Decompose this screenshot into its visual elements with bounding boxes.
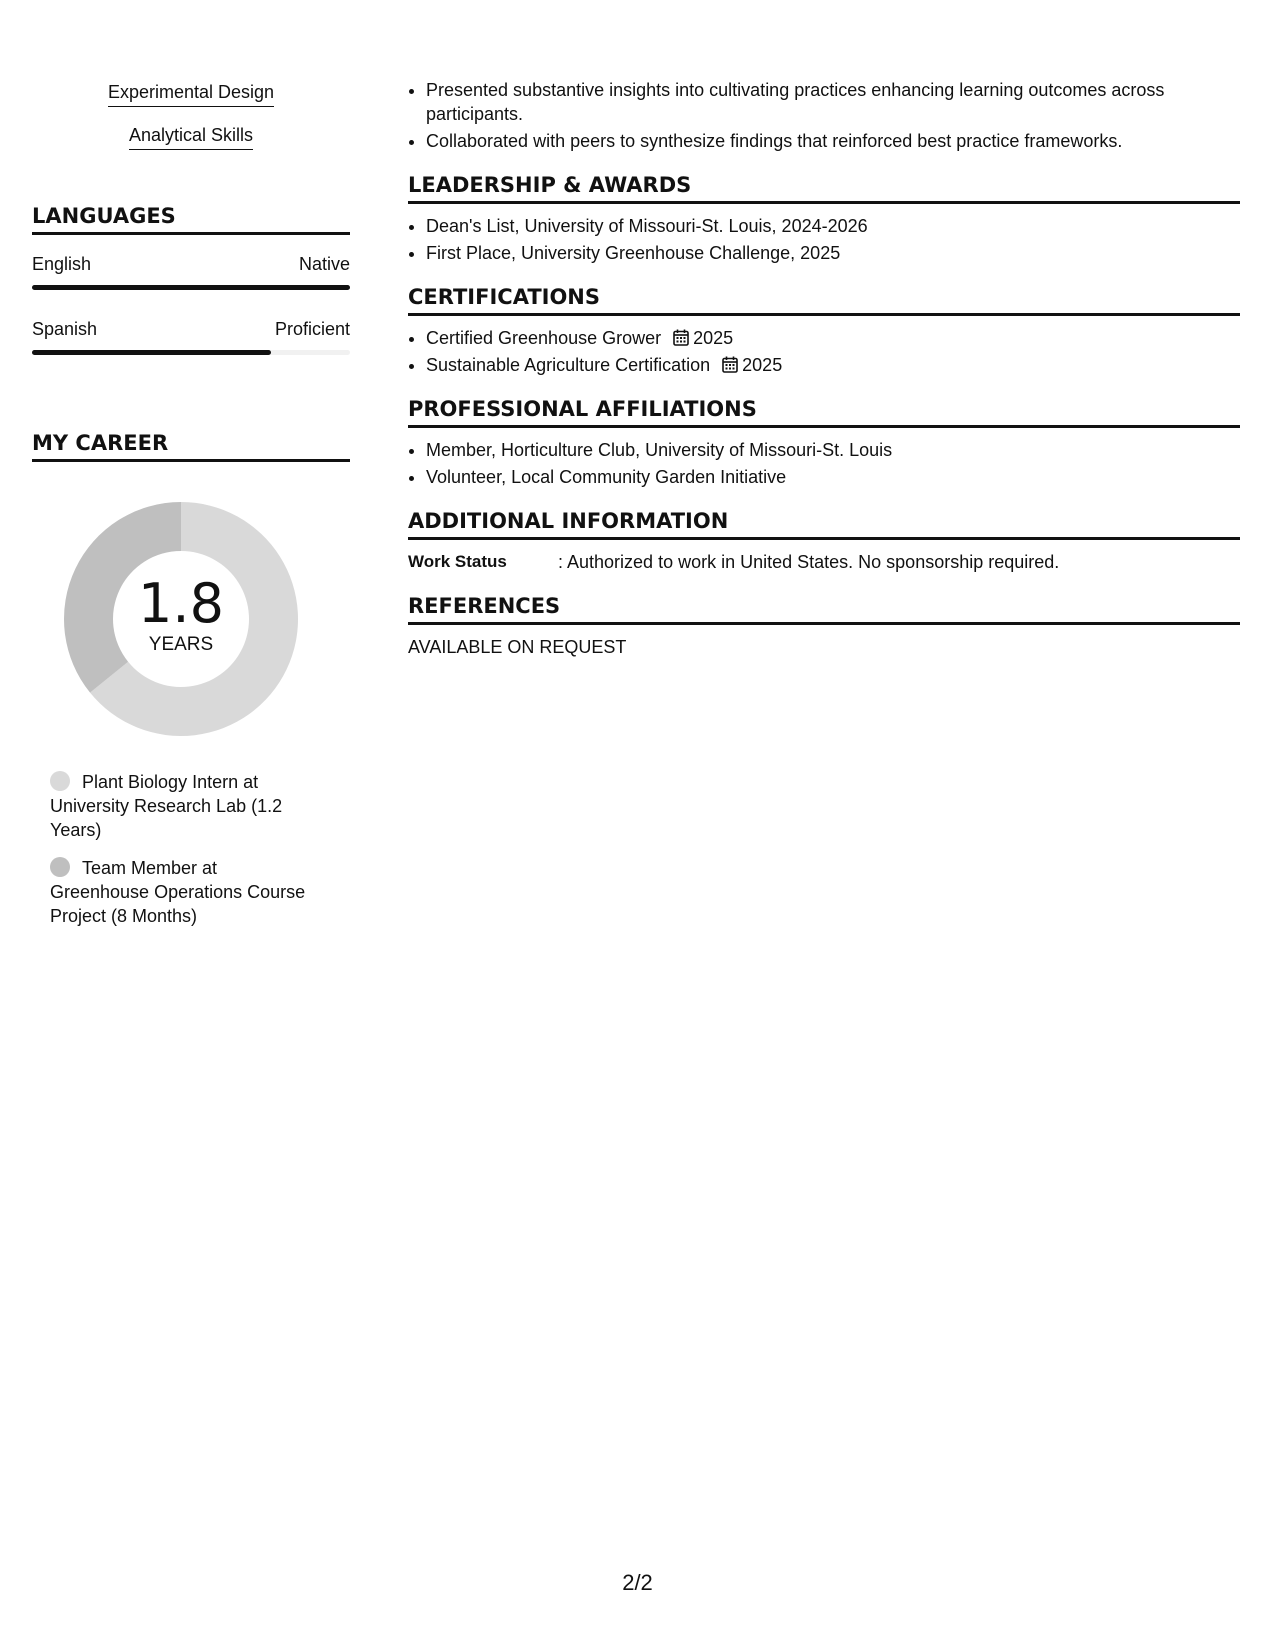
language-name: English (32, 254, 92, 274)
language-name: Spanish (32, 319, 98, 339)
additional-info-section (408, 507, 1240, 574)
language-level: Native (298, 254, 350, 274)
additional-info-heading: ADDITIONAL INFORMATION (408, 507, 1240, 540)
career-total-value: 1.8 (138, 572, 224, 635)
references-heading: REFERENCES (408, 592, 1240, 625)
certification-name: Sustainable Agriculture Certification (426, 355, 711, 375)
list-item: • First Place, University Greenhouse Challenge, 2025 (426, 241, 1240, 265)
calendar-icon (673, 329, 689, 346)
list-item: • Dean's List, University of Missouri-St. Louis, 2024-2026 (426, 214, 1240, 238)
certification-year: 2025 (693, 328, 734, 348)
languages-heading: LANGUAGES (32, 202, 350, 235)
list-item: • Member, Horticulture Club, University of Missouri-St. Louis (426, 438, 1240, 462)
calendar-icon (722, 356, 738, 373)
certifications-heading: CERTIFICATIONS (408, 283, 1240, 316)
language-bar-fill (32, 285, 350, 290)
language-row (32, 253, 350, 290)
career-donut-chart (56, 494, 306, 744)
list-item (426, 353, 1240, 377)
list-item: • Volunteer, Local Community Garden Initiative (426, 465, 1240, 489)
language-bar-fill (32, 350, 271, 355)
skills-list (32, 80, 350, 166)
languages-section (32, 202, 350, 355)
certifications-section (408, 283, 1240, 377)
list-item (426, 326, 1240, 350)
references-text: AVAILABLE ON REQUEST (408, 637, 627, 657)
work-status-value: : Authorized to work in United States. No sponsorship required. (558, 552, 1060, 572)
skill-item: Analytical Skills (129, 123, 253, 150)
skill-item: Experimental Design (108, 80, 274, 107)
language-level: Proficient (274, 319, 350, 339)
experience-bullets (408, 78, 1240, 153)
legend-item (50, 770, 320, 842)
career-heading: MY CAREER (32, 429, 350, 462)
career-section (32, 429, 350, 928)
leadership-heading: LEADERSHIP & AWARDS (408, 171, 1240, 204)
legend-swatch (50, 857, 70, 877)
right-column (408, 78, 1240, 659)
affiliations-section (408, 395, 1240, 489)
legend-label: Team Member at Greenhouse Operations Course Project (8 Months) (50, 858, 306, 926)
language-bar (32, 350, 350, 355)
career-total-unit: YEARS (148, 634, 214, 655)
references-section (408, 592, 1240, 659)
list-item: • Presented substantive insights into cultivating practices enhancing learning outcomes across participants. (426, 78, 1240, 126)
leadership-section (408, 171, 1240, 265)
legend-label: Plant Biology Intern at University Research Lab (1.2 Years) (50, 772, 283, 840)
certification-year: 2025 (742, 355, 783, 375)
legend-swatch (50, 771, 70, 791)
affiliations-heading: PROFESSIONAL AFFILIATIONS (408, 395, 1240, 428)
work-status-row (408, 550, 1240, 574)
certification-name: Certified Greenhouse Grower (426, 328, 662, 348)
list-item: • Collaborated with peers to synthesize findings that reinforced best practice frameworks. (426, 129, 1240, 153)
legend-item (50, 856, 320, 928)
language-bar (32, 285, 350, 290)
left-column (32, 80, 350, 942)
career-legend (50, 770, 320, 928)
language-row (32, 318, 350, 355)
work-status-label: Work Status (408, 552, 507, 571)
page-number: 2/2 (622, 1570, 653, 1595)
